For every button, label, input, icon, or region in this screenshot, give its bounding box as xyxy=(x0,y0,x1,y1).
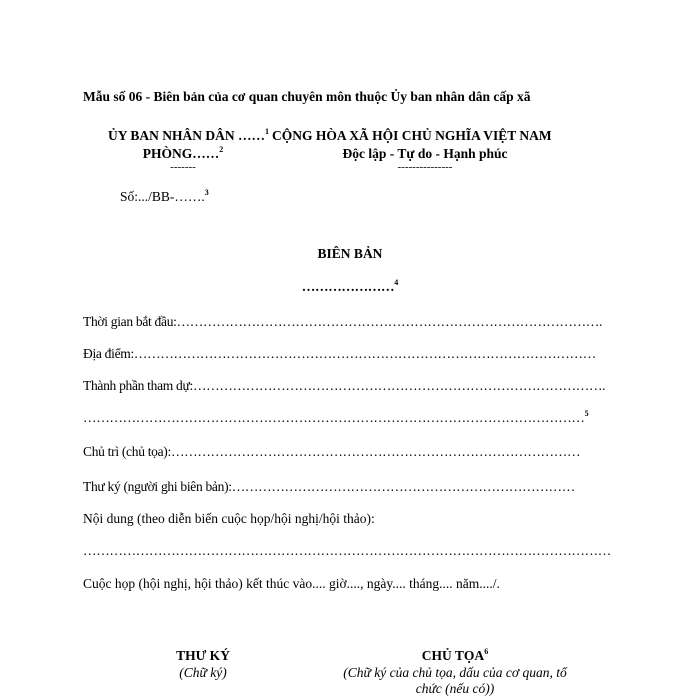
chair-signature-note-line2: chức (nếu có)) xyxy=(415,681,495,696)
footnote-marker: 1 xyxy=(265,127,269,136)
right-separator: --------------- xyxy=(397,161,453,173)
secretary-signature-note: (Chữ ký) xyxy=(179,665,227,680)
footnote-marker: 3 xyxy=(204,188,209,197)
secretary-signature-title: THƯ KÝ xyxy=(176,648,230,663)
start-time-field: Thời gian bắt đầu:……………………………………………………………………………………. xyxy=(83,314,603,329)
chair-signature-title xyxy=(330,648,580,664)
document-number-text: Số:.../BB-……. xyxy=(120,189,205,204)
chair-signature-title-text: CHỦ TỌA xyxy=(421,648,485,663)
attendees-field: Thành phần tham dự:…………………………………………………………………………………. xyxy=(83,378,606,393)
form-title: Mẫu số 06 - Biên bản của cơ quan chuyên môn thuộc Ủy ban nhân dân cấp xã xyxy=(83,89,531,104)
closing-statement: Cuộc họp (hội nghị, hội thảo) kết thúc vào.... giờ...., ngày.... tháng.... năm..../. xyxy=(83,576,500,591)
location-field: Địa điểm:…………………………………………………………………………………………… xyxy=(83,346,596,361)
org-name xyxy=(108,127,269,144)
department-name-text: PHÒNG…… xyxy=(142,146,220,161)
attendees-continuation-dots: …………………………………………………………………………………………………… xyxy=(83,410,585,425)
footnote-marker: 4 xyxy=(394,278,399,287)
document-number xyxy=(120,189,209,205)
footnote-marker: 2 xyxy=(219,145,224,154)
content-continuation: ………………………………………………………………………………………………………… xyxy=(83,543,612,558)
department-name xyxy=(108,146,258,162)
chair-signature-note-line1: (Chữ ký của chủ tọa, dấu của cơ quan, tổ xyxy=(343,665,567,680)
secretary-field: Thư ký (người ghi biên bản):…………………………………………………………………… xyxy=(83,479,575,494)
chair-field: Chủ trì (chủ tọa):………………………………………………………………………………… xyxy=(83,444,581,459)
org-name-text: ỦY BAN NHÂN DÂN …… xyxy=(108,128,265,143)
national-motto: Độc lập - Tự do - Hạnh phúc xyxy=(342,146,508,161)
attendees-continuation xyxy=(83,410,589,426)
footnote-marker: 6 xyxy=(484,647,489,656)
nation-name: CỘNG HÒA XÃ HỘI CHỦ NGHĨA VIỆT NAM xyxy=(272,128,552,143)
document-subtitle xyxy=(250,279,450,295)
document-title: BIÊN BẢN xyxy=(317,246,383,261)
content-field: Nội dung (theo diễn biến cuộc họp/hội nghị/hội thảo): xyxy=(83,511,375,526)
footnote-marker: 5 xyxy=(584,409,589,418)
left-separator: ------- xyxy=(170,161,196,173)
document-subtitle-text: ………………… xyxy=(301,279,395,294)
